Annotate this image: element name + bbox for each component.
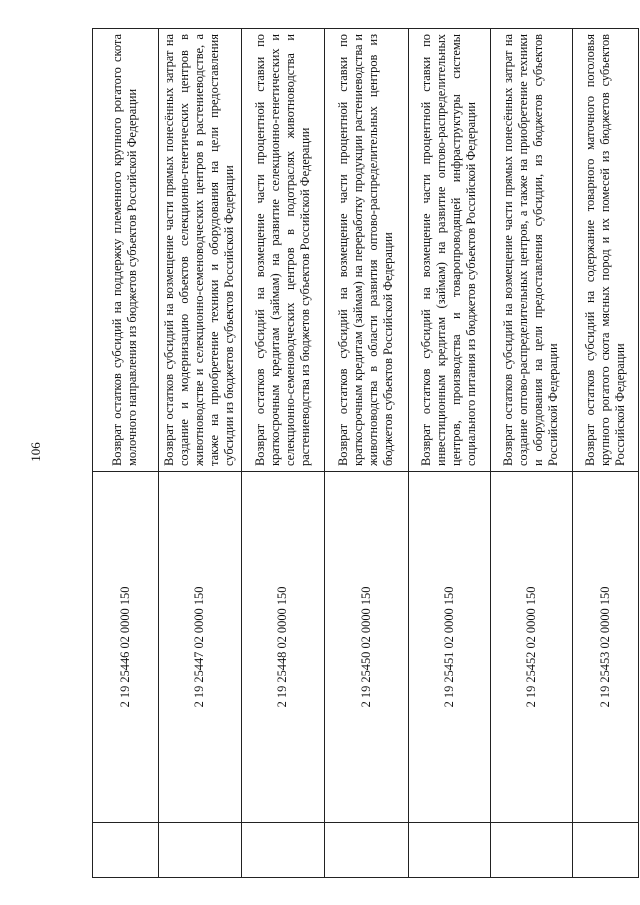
code-cell: 2 19 25450 02 0000 150 [325,472,409,823]
code-cell: 2 19 25447 02 0000 150 [159,472,242,823]
budget-codes-table [92,28,639,878]
table-row [159,29,242,878]
table-row [409,29,491,878]
table-row [325,29,409,878]
name-cell: Возврат остатков субсидий на возмещение части прямых понесённых затрат на создание оптово-распределительных центров, а также на приобретение техники и оборудования на цели предоставления субсидии, из бюджетов субъектов Российской Федерации [491,29,573,472]
name-cell: Возврат остатков субсидий на возмещение части процентной ставки по краткосрочным кредитам (займам) на развитие селекционно-генетических и селекционно-семеноводческих центров в подотраслях животноводства и растениеводства из бюджетов субъектов Российской Федерации [242,29,325,472]
name-cell: Возврат остатков субсидий на поддержку племенного крупного рогатого скота молочного направления из бюджетов субъектов Российской Федерации [93,29,159,472]
code-cell: 2 19 25446 02 0000 150 [93,472,159,823]
name-cell: Возврат остатков субсидий на возмещение части прямых понесённых затрат на создание и модернизацию объектов селекционно-генетических центров в животноводстве и селекционно-семеноводческих центров в растениеводстве, а также на приобретение техники и оборудования на цели предоставления субсидии из бюджетов субъектов Российской Федерации [159,29,242,472]
empty-cell [159,823,242,878]
name-cell: Возврат остатков субсидий на содержание товарного маточного поголовья крупного рогатого скота мясных пород и их помесей из бюджетов субъектов Российской Федерации [573,29,639,472]
table-row [242,29,325,878]
rotated-table-container [92,28,627,878]
empty-cell [242,823,325,878]
code-cell: 2 19 25448 02 0000 150 [242,472,325,823]
code-cell: 2 19 25451 02 0000 150 [409,472,491,823]
page-number: 106 [28,442,43,462]
empty-cell [409,823,491,878]
empty-cell [93,823,159,878]
code-cell: 2 19 25452 02 0000 150 [491,472,573,823]
name-cell: Возврат остатков субсидий на возмещение части процентной ставки по инвестиционным кредитам (займам) на развитие оптово-распределительных центров, производства и товаропроводящей инфраструктуры системы социального питания из бюджетов субъектов Российской Федерации [409,29,491,472]
code-cell: 2 19 25453 02 0000 150 [573,472,639,823]
table-row [491,29,573,878]
empty-cell [325,823,409,878]
table-row [573,29,639,878]
name-cell: Возврат остатков субсидий на возмещение части процентной ставки по краткосрочным кредитам (займам) на переработку продукции растениеводства и животноводства в области развития оптово-распределительных центров из бюджетов субъектов Российской Федерации [325,29,409,472]
table-row [93,29,159,878]
empty-cell [573,823,639,878]
empty-cell [491,823,573,878]
